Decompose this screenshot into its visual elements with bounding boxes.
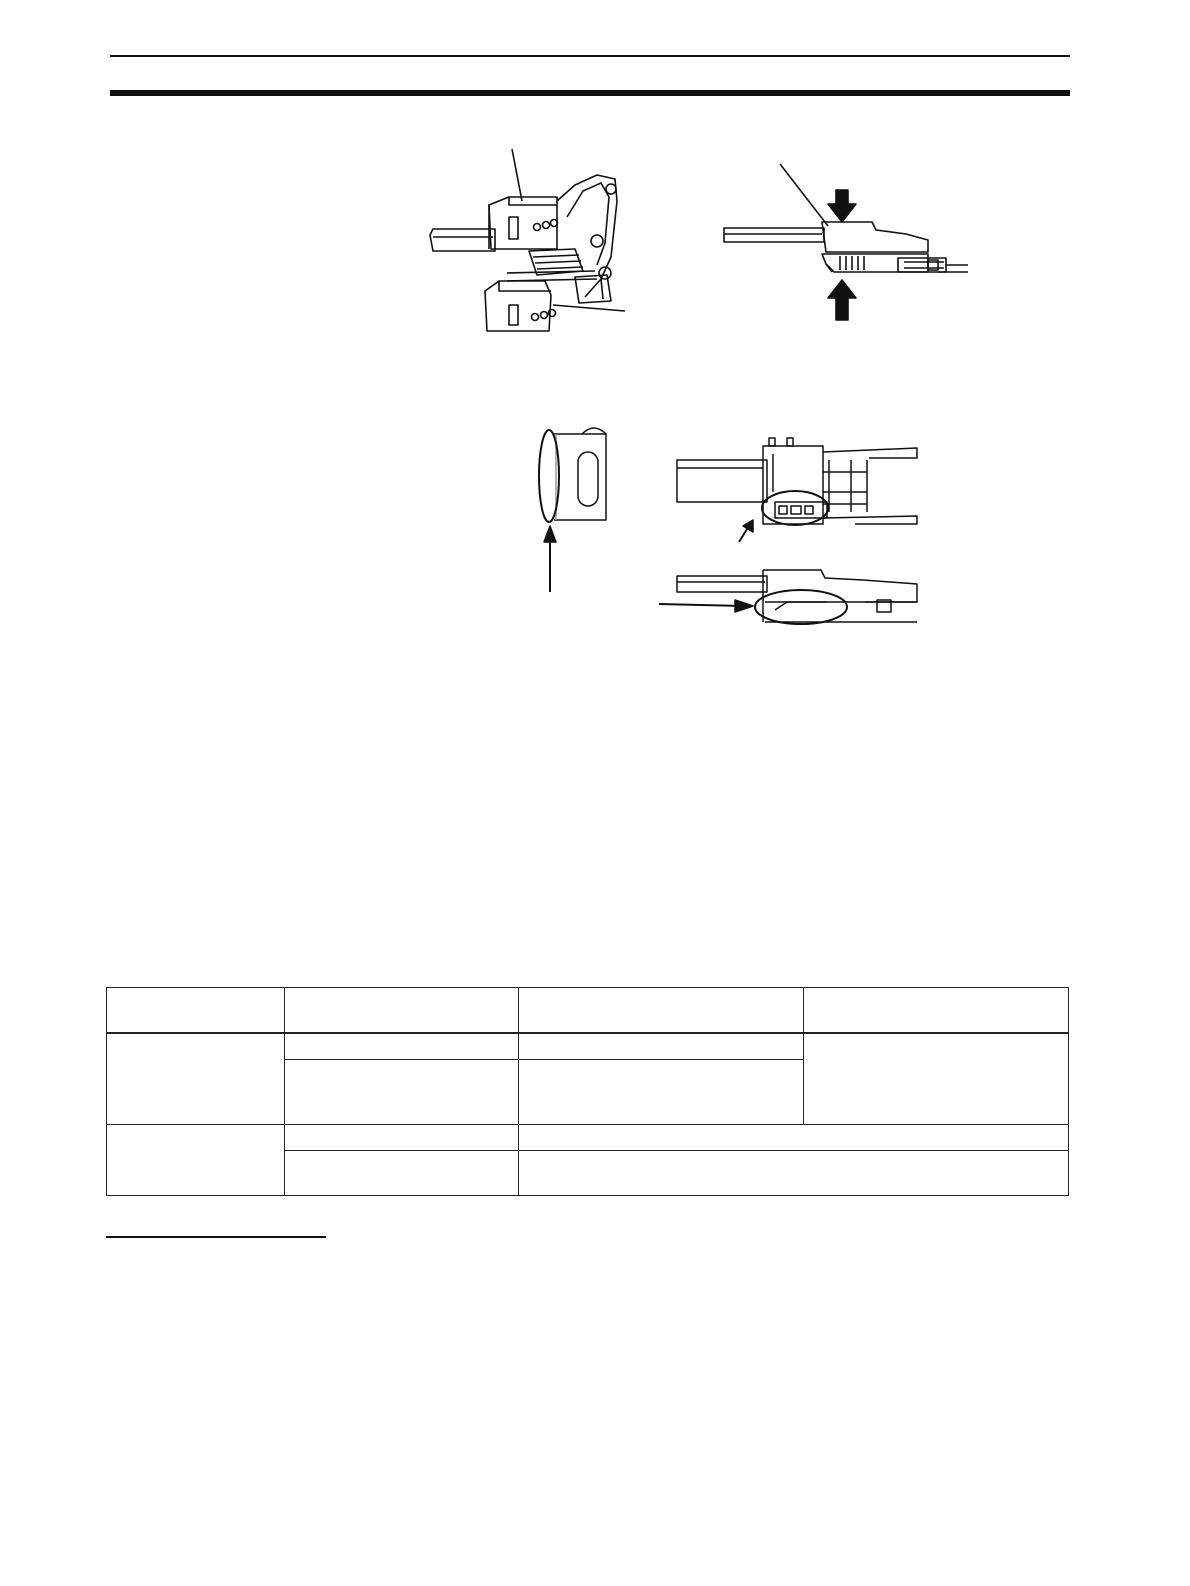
connector-lock-views-icon bbox=[655, 432, 935, 632]
connector-lock-views-figure bbox=[655, 432, 935, 632]
table-cell bbox=[804, 1033, 1069, 1125]
table-header-cell bbox=[107, 988, 285, 1034]
footnote-rule bbox=[106, 1236, 326, 1238]
table-cell bbox=[519, 1125, 1069, 1151]
table-cell bbox=[285, 1060, 519, 1125]
connector-perspective-icon bbox=[425, 145, 635, 335]
table-header-row bbox=[107, 988, 1069, 1034]
table-header-cell bbox=[285, 988, 519, 1034]
table-cell bbox=[107, 1125, 285, 1196]
table-header-cell bbox=[519, 988, 804, 1034]
table-cell bbox=[285, 1033, 519, 1060]
header-thin-rule bbox=[110, 55, 1070, 57]
table-cell bbox=[519, 1151, 1069, 1196]
table-header-cell bbox=[804, 988, 1069, 1034]
table-cell bbox=[107, 1033, 285, 1125]
table-row bbox=[107, 1033, 1069, 1060]
connector-end-view-icon bbox=[530, 428, 620, 598]
connector-side-press-icon bbox=[722, 160, 972, 325]
connector-side-press-figure bbox=[722, 160, 972, 325]
spec-table bbox=[106, 987, 1069, 1196]
table-row bbox=[107, 1125, 1069, 1151]
table-cell bbox=[285, 1125, 519, 1151]
connector-perspective-figure bbox=[425, 145, 635, 335]
table-cell bbox=[285, 1151, 519, 1196]
header-thick-rule bbox=[110, 90, 1070, 96]
table-cell bbox=[519, 1060, 804, 1125]
table-cell bbox=[519, 1033, 804, 1060]
connector-end-view-figure bbox=[530, 428, 620, 598]
